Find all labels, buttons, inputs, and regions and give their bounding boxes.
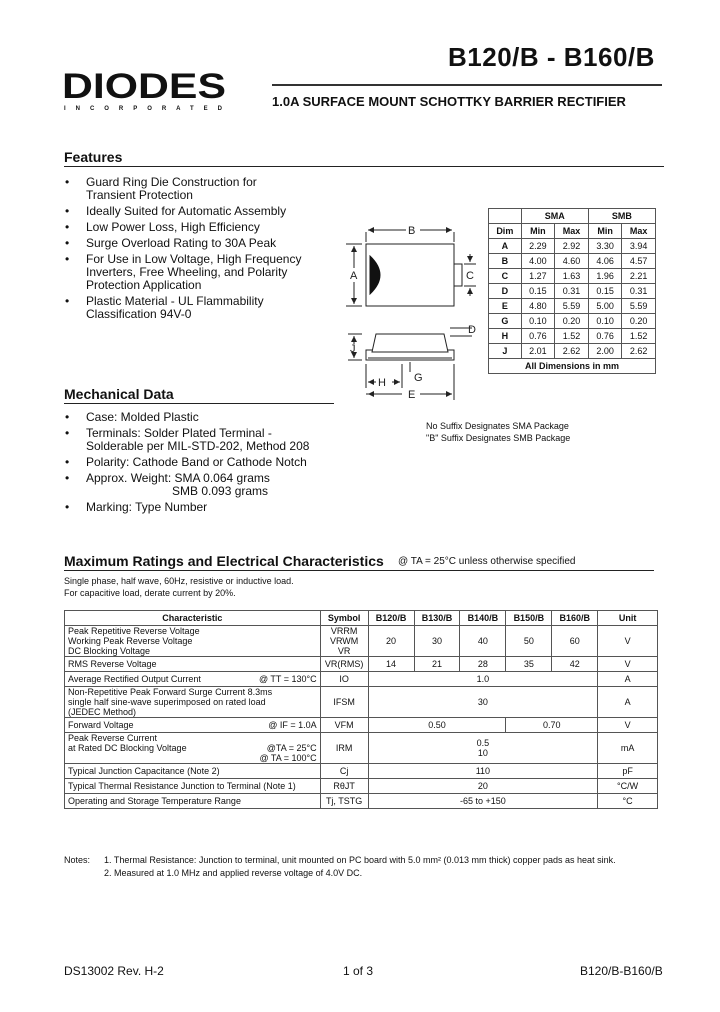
table-header-row: Dim Min Max Min Max bbox=[489, 224, 656, 239]
page-number: 1 of 3 bbox=[343, 964, 374, 978]
package-note-sma: No Suffix Designates SMA Package bbox=[426, 421, 569, 431]
table-row: Operating and Storage Temperature Range Tj, TSTG -65 to +150 °C bbox=[65, 794, 658, 809]
group-sma: SMA bbox=[521, 209, 588, 224]
notes-label: Notes: bbox=[64, 855, 91, 865]
diagram-label-e: E bbox=[408, 389, 416, 401]
list-item: • Plastic Material - UL Flammability Classification 94V-0 bbox=[64, 295, 334, 321]
list-item: • Ideally Suited for Automatic Assembly bbox=[64, 205, 334, 218]
list-item: • Polarity: Cathode Band or Cathode Notch bbox=[64, 456, 344, 469]
table-row: Average Rectified Output Current @ TT = 130°C IO 1.0 A bbox=[65, 672, 658, 687]
list-item: • For Use in Low Voltage, High Frequency Inverters, Free Wheeling, and Polarity Protection Application bbox=[64, 253, 334, 292]
features-list bbox=[64, 176, 334, 324]
table-row: D 0.15 0.31 0.15 0.31 bbox=[489, 284, 656, 299]
group-smb: SMB bbox=[588, 209, 655, 224]
list-item: • Low Power Loss, High Efficiency bbox=[64, 221, 334, 234]
list-item: • Approx. Weight: SMA 0.064 grams SMB 0.093 grams bbox=[64, 472, 344, 498]
table-row: G 0.10 0.20 0.10 0.20 bbox=[489, 314, 656, 329]
ratings-rule bbox=[64, 570, 654, 571]
table-row: B 4.00 4.60 4.06 4.57 bbox=[489, 254, 656, 269]
diagram-label-b: B bbox=[408, 225, 416, 237]
dimensions-table bbox=[488, 208, 656, 374]
table-header-row: Characteristic Symbol B120/B B130/B B140/B B150/B B160/B Unit bbox=[65, 611, 658, 626]
diagram-label-h: H bbox=[378, 377, 386, 389]
table-row: Typical Thermal Resistance Junction to Terminal (Note 1) RθJT 20 °C/W bbox=[65, 779, 658, 794]
table-row: Typical Junction Capacitance (Note 2) Cj 110 pF bbox=[65, 764, 658, 779]
list-item: • Guard Ring Die Construction for Transient Protection bbox=[64, 176, 334, 202]
package-note-smb: "B" Suffix Designates SMB Package bbox=[426, 433, 571, 443]
svg-text:DIODES: DIODES bbox=[62, 68, 226, 106]
ratings-heading: Maximum Ratings and Electrical Characteristics bbox=[64, 553, 384, 569]
table-row: Peak Repetitive Reverse Voltage Working Peak Reverse Voltage DC Blocking Voltage VRRM VRWM VR 20 30 40 50 60 V bbox=[65, 626, 658, 657]
page-title: B120/B - B160/B bbox=[448, 42, 655, 72]
list-item: • Marking: Type Number bbox=[64, 501, 344, 514]
list-item: • Surge Overload Rating to 30A Peak bbox=[64, 237, 334, 250]
table-row: A 2.29 2.92 3.30 3.94 bbox=[489, 239, 656, 254]
note-2: 2. Measured at 1.0 MHz and applied reverse voltage of 4.0V DC. bbox=[104, 868, 363, 878]
mechanical-list bbox=[64, 411, 344, 517]
mechanical-rule bbox=[64, 403, 334, 404]
diagram-label-a: A bbox=[350, 270, 358, 282]
table-row: E 4.80 5.59 5.00 5.59 bbox=[489, 299, 656, 314]
diagram-label-j: J bbox=[350, 343, 356, 355]
dimensions-footer: All Dimensions in mm bbox=[489, 359, 656, 374]
ratings-intro-2: For capacitive load, derate current by 20%. bbox=[64, 588, 236, 598]
features-rule bbox=[64, 166, 664, 167]
table-row: C 1.27 1.63 1.96 2.21 bbox=[489, 269, 656, 284]
table-row: Peak Reverse Current @TA = 25°C at Rated DC Blocking Voltage @ TA = 100°C IRM 0.5 10 mA bbox=[65, 733, 658, 764]
table-row: RMS Reverse Voltage VR(RMS) 14 21 28 35 42 V bbox=[65, 657, 658, 672]
ratings-intro-1: Single phase, half wave, 60Hz, resistive or inductive load. bbox=[64, 576, 294, 586]
package-diagram bbox=[340, 218, 490, 408]
diodes-logo bbox=[62, 68, 228, 112]
table-row: H 0.76 1.52 0.76 1.52 bbox=[489, 329, 656, 344]
mechanical-heading: Mechanical Data bbox=[64, 386, 174, 402]
list-item: • Case: Molded Plastic bbox=[64, 411, 344, 424]
diagram-label-c: C bbox=[466, 270, 474, 282]
list-item: • Terminals: Solder Plated Terminal - Solderable per MIL-STD-202, Method 208 bbox=[64, 427, 344, 453]
page-subtitle: 1.0A SURFACE MOUNT SCHOTTKY BARRIER RECTIFIER bbox=[272, 94, 626, 109]
doc-revision: DS13002 Rev. H-2 bbox=[64, 964, 164, 978]
footer-part-number: B120/B-B160/B bbox=[580, 964, 663, 978]
ratings-condition: @ TA = 25°C unless otherwise specified bbox=[398, 556, 576, 567]
table-row: J 2.01 2.62 2.00 2.62 bbox=[489, 344, 656, 359]
diagram-label-g: G bbox=[414, 372, 423, 384]
table-row: Forward Voltage @ IF = 1.0A VFM 0.50 0.70 V bbox=[65, 718, 658, 733]
note-1: 1. Thermal Resistance: Junction to terminal, unit mounted on PC board with 5.0 mm² (0.013 mm thick) copper pads as heat sink. bbox=[104, 855, 616, 865]
table-row: Non-Repetitive Peak Forward Surge Current 8.3ms single half sine-wave superimposed on rated load (JEDEC Method) IFSM 30 A bbox=[65, 687, 658, 718]
diagram-label-d: D bbox=[468, 324, 476, 336]
svg-text:INCORPORATED: INCORPORATED bbox=[64, 106, 222, 112]
features-heading: Features bbox=[64, 149, 123, 165]
ratings-table bbox=[64, 610, 658, 809]
title-rule bbox=[272, 84, 662, 86]
